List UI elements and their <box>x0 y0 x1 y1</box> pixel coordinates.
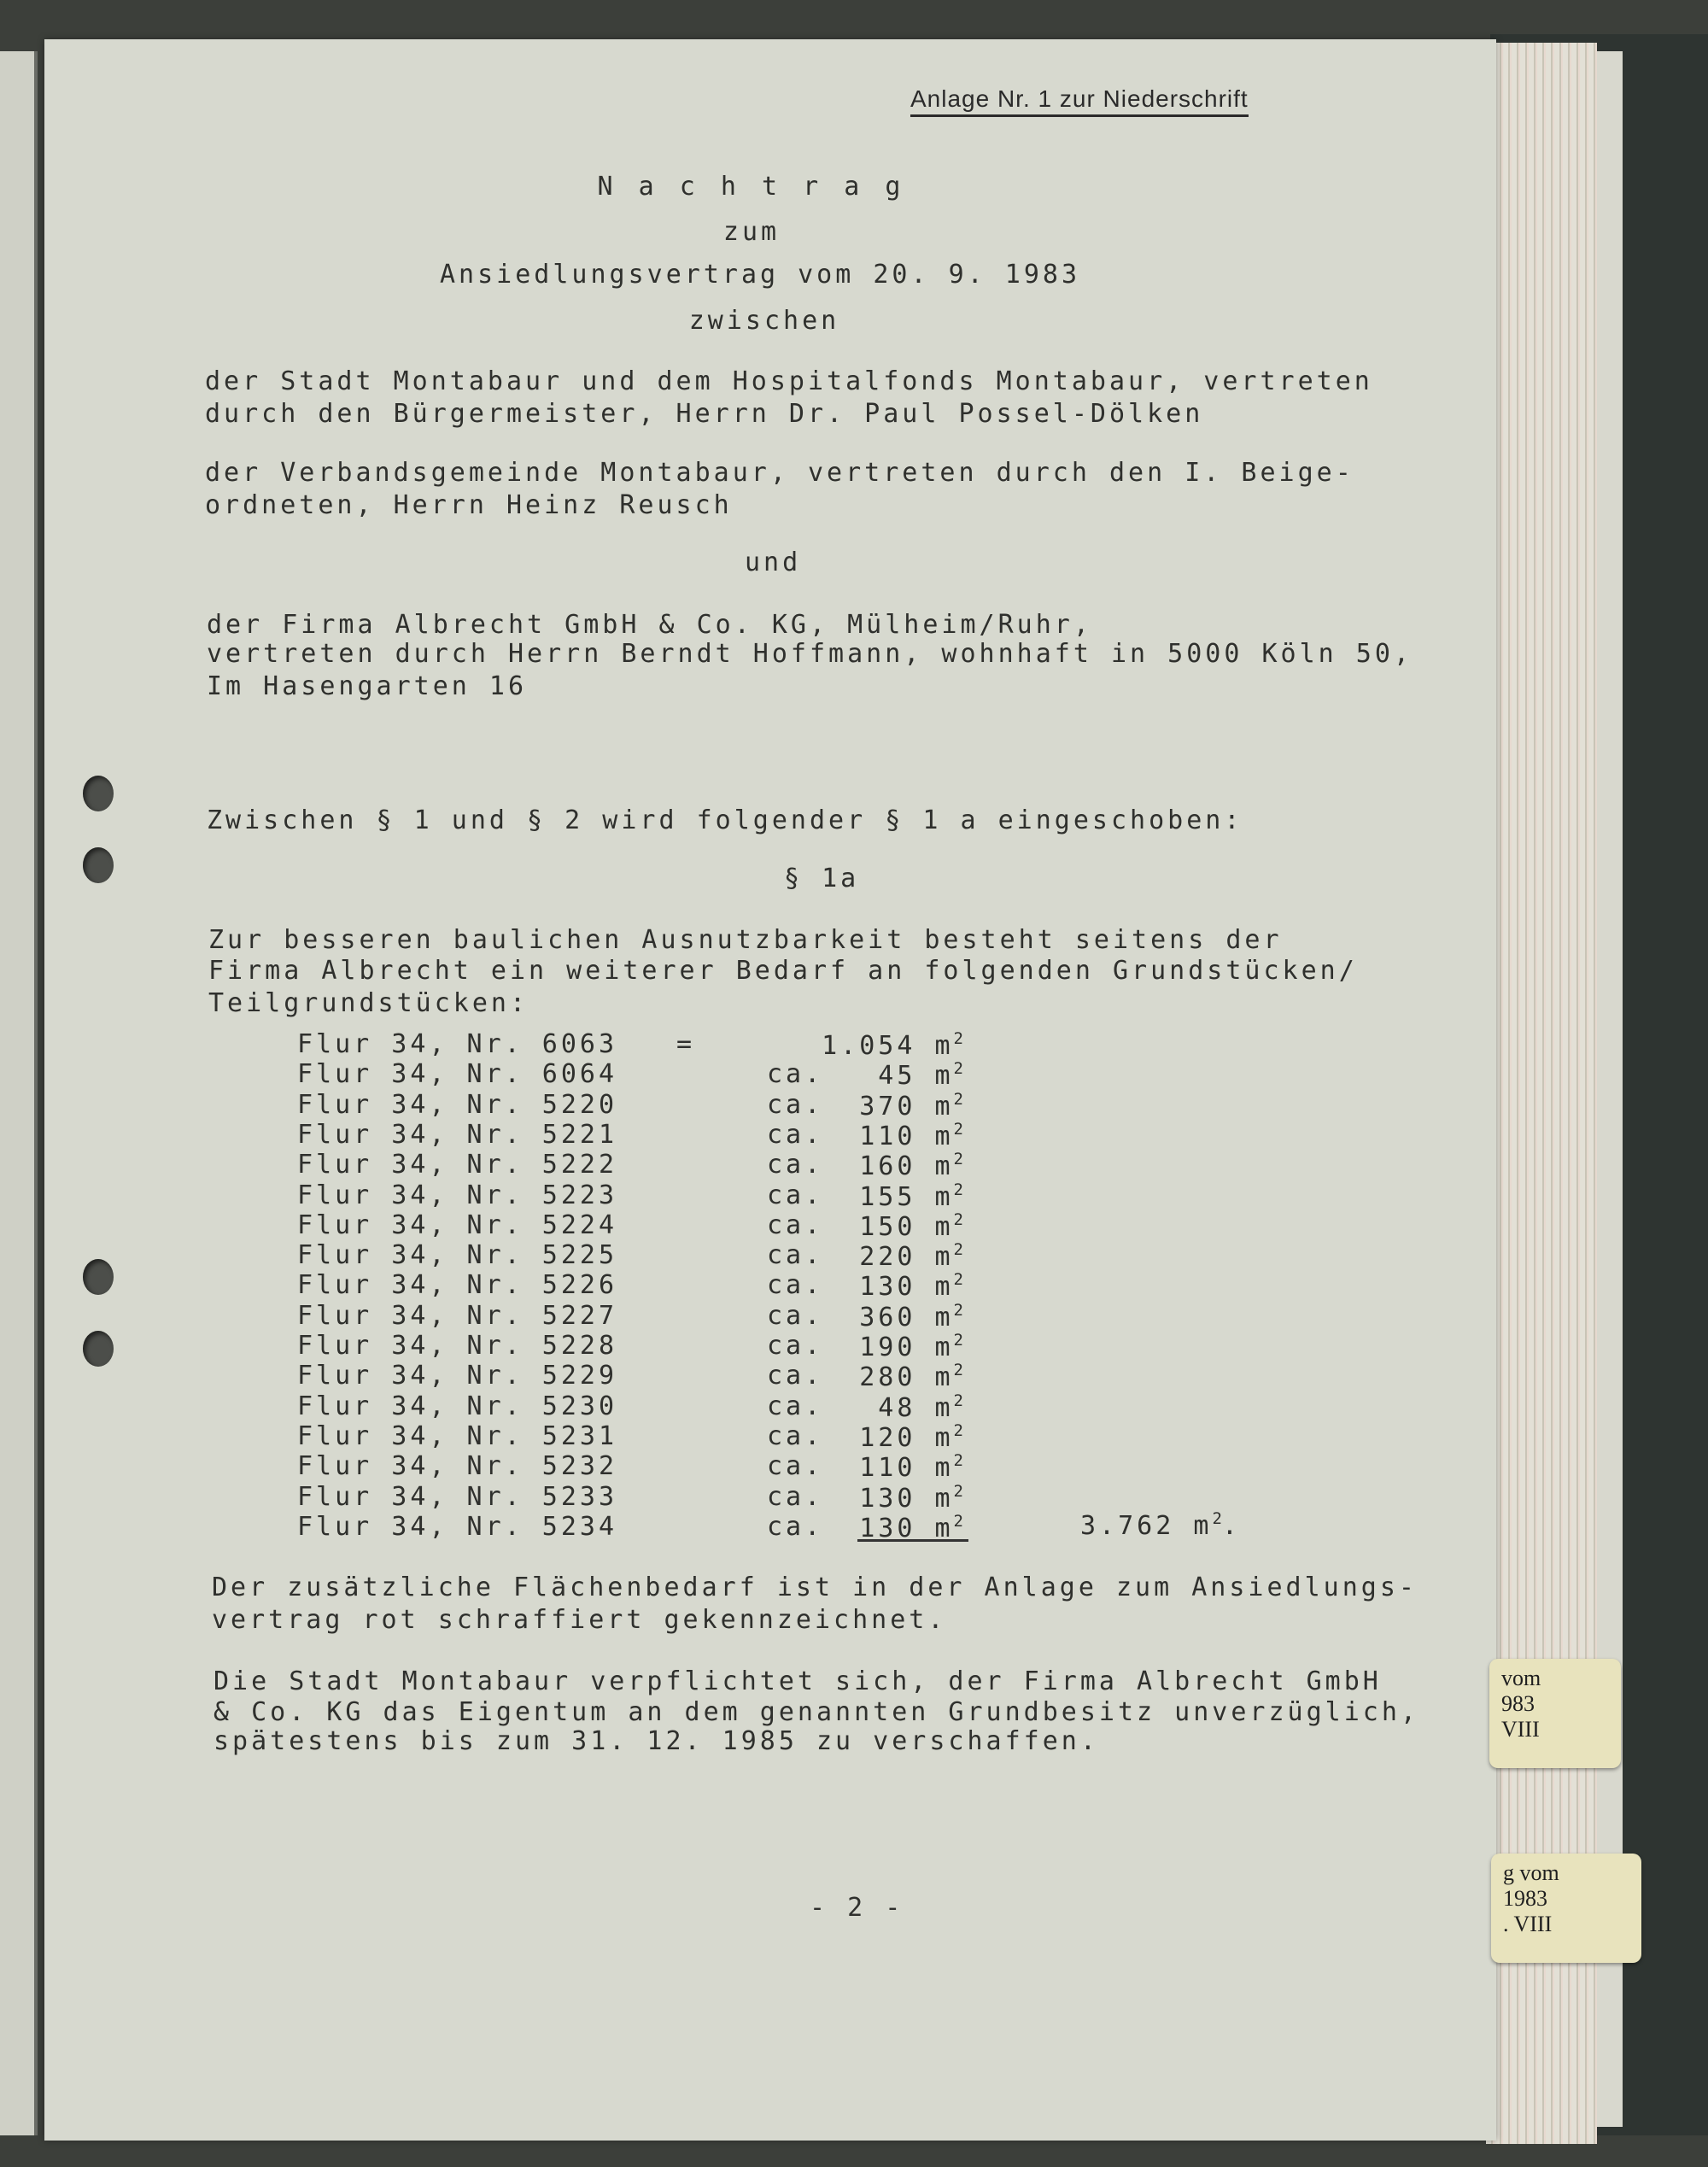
party2-line1: der Verbandsgemeinde Montabaur, vertreten durch den I. Beige- <box>205 458 1354 488</box>
para3-line3: spätestens bis zum 31. 12. 1985 zu verschaffen. <box>214 1726 1099 1756</box>
plot-label: Flur 34, Nr. 5221 <box>297 1119 618 1150</box>
plot-prefix: ca. <box>767 1391 824 1421</box>
punch-hole <box>83 776 114 811</box>
plot-label: Flur 34, Nr. 5233 <box>297 1481 618 1512</box>
plot-area: 130 $m^2$ <box>859 1270 963 1303</box>
plot-prefix: ca. <box>767 1361 824 1391</box>
und-label: und <box>745 548 802 577</box>
plot-row <box>297 1451 963 1482</box>
plot-row <box>297 1120 963 1151</box>
total-area: 3.762 $m^2$. <box>1080 1509 1241 1541</box>
annex-label: Anlage Nr. 1 zur Niederschrift <box>910 85 1249 117</box>
para2-line2: vertrag rot schraffiert gekennzeichnet. <box>212 1605 947 1635</box>
title-contract-date: Ansiedlungsvertrag vom 20. 9. 1983 <box>439 260 1081 290</box>
plot-label: Flur 34, Nr. 5231 <box>297 1420 618 1451</box>
plot-prefix: ca. <box>767 1180 824 1210</box>
plot-row <box>297 1512 963 1543</box>
plot-row <box>297 1059 963 1090</box>
plot-prefix: ca. <box>767 1209 824 1240</box>
plot-prefix: ca. <box>767 1420 824 1451</box>
para1-line2: Firma Albrecht ein weiterer Bedarf an folgenden Grundstücken/ <box>208 956 1358 986</box>
plot-row <box>297 1421 963 1452</box>
title-zwischen: zwischen <box>688 306 840 336</box>
plot-area: 130 $m^2$ <box>859 1481 963 1514</box>
index-tab-lower[interactable] <box>1491 1854 1641 1963</box>
plot-row <box>297 1029 963 1060</box>
plot-row <box>297 1240 963 1271</box>
plot-label: Flur 34, Nr. 5225 <box>297 1240 618 1271</box>
plot-label: Flur 34, Nr. 6063 <box>297 1029 618 1059</box>
punch-hole <box>83 1259 114 1295</box>
plot-row <box>297 1331 963 1362</box>
punch-hole <box>83 1331 114 1367</box>
plot-area: 110 $m^2$ <box>859 1119 963 1151</box>
plot-prefix: ca. <box>767 1240 824 1271</box>
plot-label: Flur 34, Nr. 5230 <box>297 1391 618 1421</box>
left-page-edge <box>0 51 38 2135</box>
party1-line2: durch den Bürgermeister, Herrn Dr. Paul Possel-Dölken <box>205 399 1204 429</box>
tab-line: vom <box>1501 1666 1541 1690</box>
plot-area: 120 $m^2$ <box>859 1420 963 1453</box>
plot-label: Flur 34, Nr. 5223 <box>297 1180 618 1210</box>
plot-area: 280 $m^2$ <box>859 1361 963 1393</box>
stacked-page-edges <box>1486 43 1597 2144</box>
plot-prefix: ca. <box>767 1089 824 1120</box>
plot-row <box>297 1150 963 1180</box>
plot-prefix: ca. <box>767 1119 824 1150</box>
plot-label: Flur 34, Nr. 5234 <box>297 1511 618 1542</box>
plot-prefix: ca. <box>767 1481 824 1512</box>
plot-row <box>297 1301 963 1332</box>
para3-line2: & Co. KG das Eigentum an dem genannten Grundbesitz unverzüglich, <box>214 1697 1419 1727</box>
title-zum: zum <box>722 217 781 247</box>
plot-area: 110 $m^2$ <box>859 1451 963 1484</box>
plot-row <box>297 1391 963 1422</box>
plot-label: Flur 34, Nr. 5232 <box>297 1451 618 1482</box>
plot-label: Flur 34, Nr. 5228 <box>297 1331 618 1361</box>
plot-label: Flur 34, Nr. 5220 <box>297 1089 618 1120</box>
plot-prefix: ca. <box>767 1331 824 1361</box>
plot-prefix: ca. <box>767 1451 824 1482</box>
para1-line3: Teilgrundstücken: <box>208 988 529 1018</box>
insert-note: Zwischen § 1 und § 2 wird folgender § 1 a eingeschoben: <box>207 805 1243 835</box>
plot-area: 48 $m^2$ <box>878 1391 963 1423</box>
plot-label: Flur 34, Nr. 5224 <box>297 1209 618 1240</box>
party3-line3: Im Hasengarten 16 <box>207 671 528 701</box>
plot-label: Flur 34, Nr. 5226 <box>297 1270 618 1301</box>
plot-row <box>297 1482 963 1513</box>
plot-area: 360 $m^2$ <box>859 1300 963 1332</box>
plot-prefix: ca. <box>767 1270 824 1301</box>
tab-line: VIII <box>1501 1717 1540 1742</box>
punch-hole <box>83 847 114 883</box>
sum-underline <box>857 1539 968 1542</box>
plot-prefix: ca. <box>767 1150 824 1180</box>
tab-line: g vom <box>1503 1860 1559 1885</box>
plot-row <box>297 1270 963 1301</box>
document-title: N a c h t r a g <box>597 172 906 202</box>
page-number: - 2 - <box>810 1893 904 1923</box>
plot-prefix: = <box>676 1029 696 1059</box>
plot-area: 190 $m^2$ <box>859 1331 963 1362</box>
plot-area: 160 $m^2$ <box>859 1150 963 1182</box>
tab-line: 1983 <box>1503 1886 1547 1911</box>
plot-row <box>297 1090 963 1121</box>
tab-line: . VIII <box>1503 1912 1553 1936</box>
plot-row <box>297 1361 963 1391</box>
tab-line: 983 <box>1501 1691 1535 1716</box>
plot-label: Flur 34, Nr. 6064 <box>297 1059 618 1090</box>
party1-line1: der Stadt Montabaur und dem Hospitalfonds Montabaur, vertreten <box>205 366 1373 396</box>
plot-prefix: ca. <box>767 1511 824 1542</box>
party2-line2: ordneten, Herrn Heinz Reusch <box>205 490 733 520</box>
plot-label: Flur 34, Nr. 5229 <box>297 1361 618 1391</box>
plot-area: 220 $m^2$ <box>859 1240 963 1273</box>
party3-line2: vertreten durch Herrn Berndt Hoffmann, wohnhaft in 5000 Köln 50, <box>207 639 1413 669</box>
plot-label: Flur 34, Nr. 5222 <box>297 1150 618 1180</box>
para1-line1: Zur besseren baulichen Ausnutzbarkeit besteht seitens der <box>208 925 1283 955</box>
plot-area: 1.054 $m^2$ <box>822 1029 963 1061</box>
index-tab-upper[interactable] <box>1489 1659 1621 1768</box>
plot-area: 155 $m^2$ <box>859 1180 963 1212</box>
party3-line1: der Firma Albrecht GmbH & Co. KG, Mülheim/Ruhr, <box>207 610 1092 640</box>
para3-line1: Die Stadt Montabaur verpflichtet sich, der Firma Albrecht GmbH <box>214 1666 1382 1696</box>
plot-area: 370 $m^2$ <box>859 1089 963 1122</box>
plot-area: 45 $m^2$ <box>878 1059 963 1092</box>
plot-prefix: ca. <box>767 1059 824 1090</box>
plot-area: 150 $m^2$ <box>859 1209 963 1242</box>
para2-line1: Der zusätzliche Flächenbedarf ist in der Anlage zum Ansiedlungs- <box>212 1573 1418 1602</box>
plot-label: Flur 34, Nr. 5227 <box>297 1300 618 1331</box>
plot-row <box>297 1210 963 1241</box>
plot-row <box>297 1180 963 1211</box>
plot-area: 130 $m^2$ <box>859 1511 963 1543</box>
plot-prefix: ca. <box>767 1300 824 1331</box>
section-heading: § 1a <box>784 864 860 893</box>
